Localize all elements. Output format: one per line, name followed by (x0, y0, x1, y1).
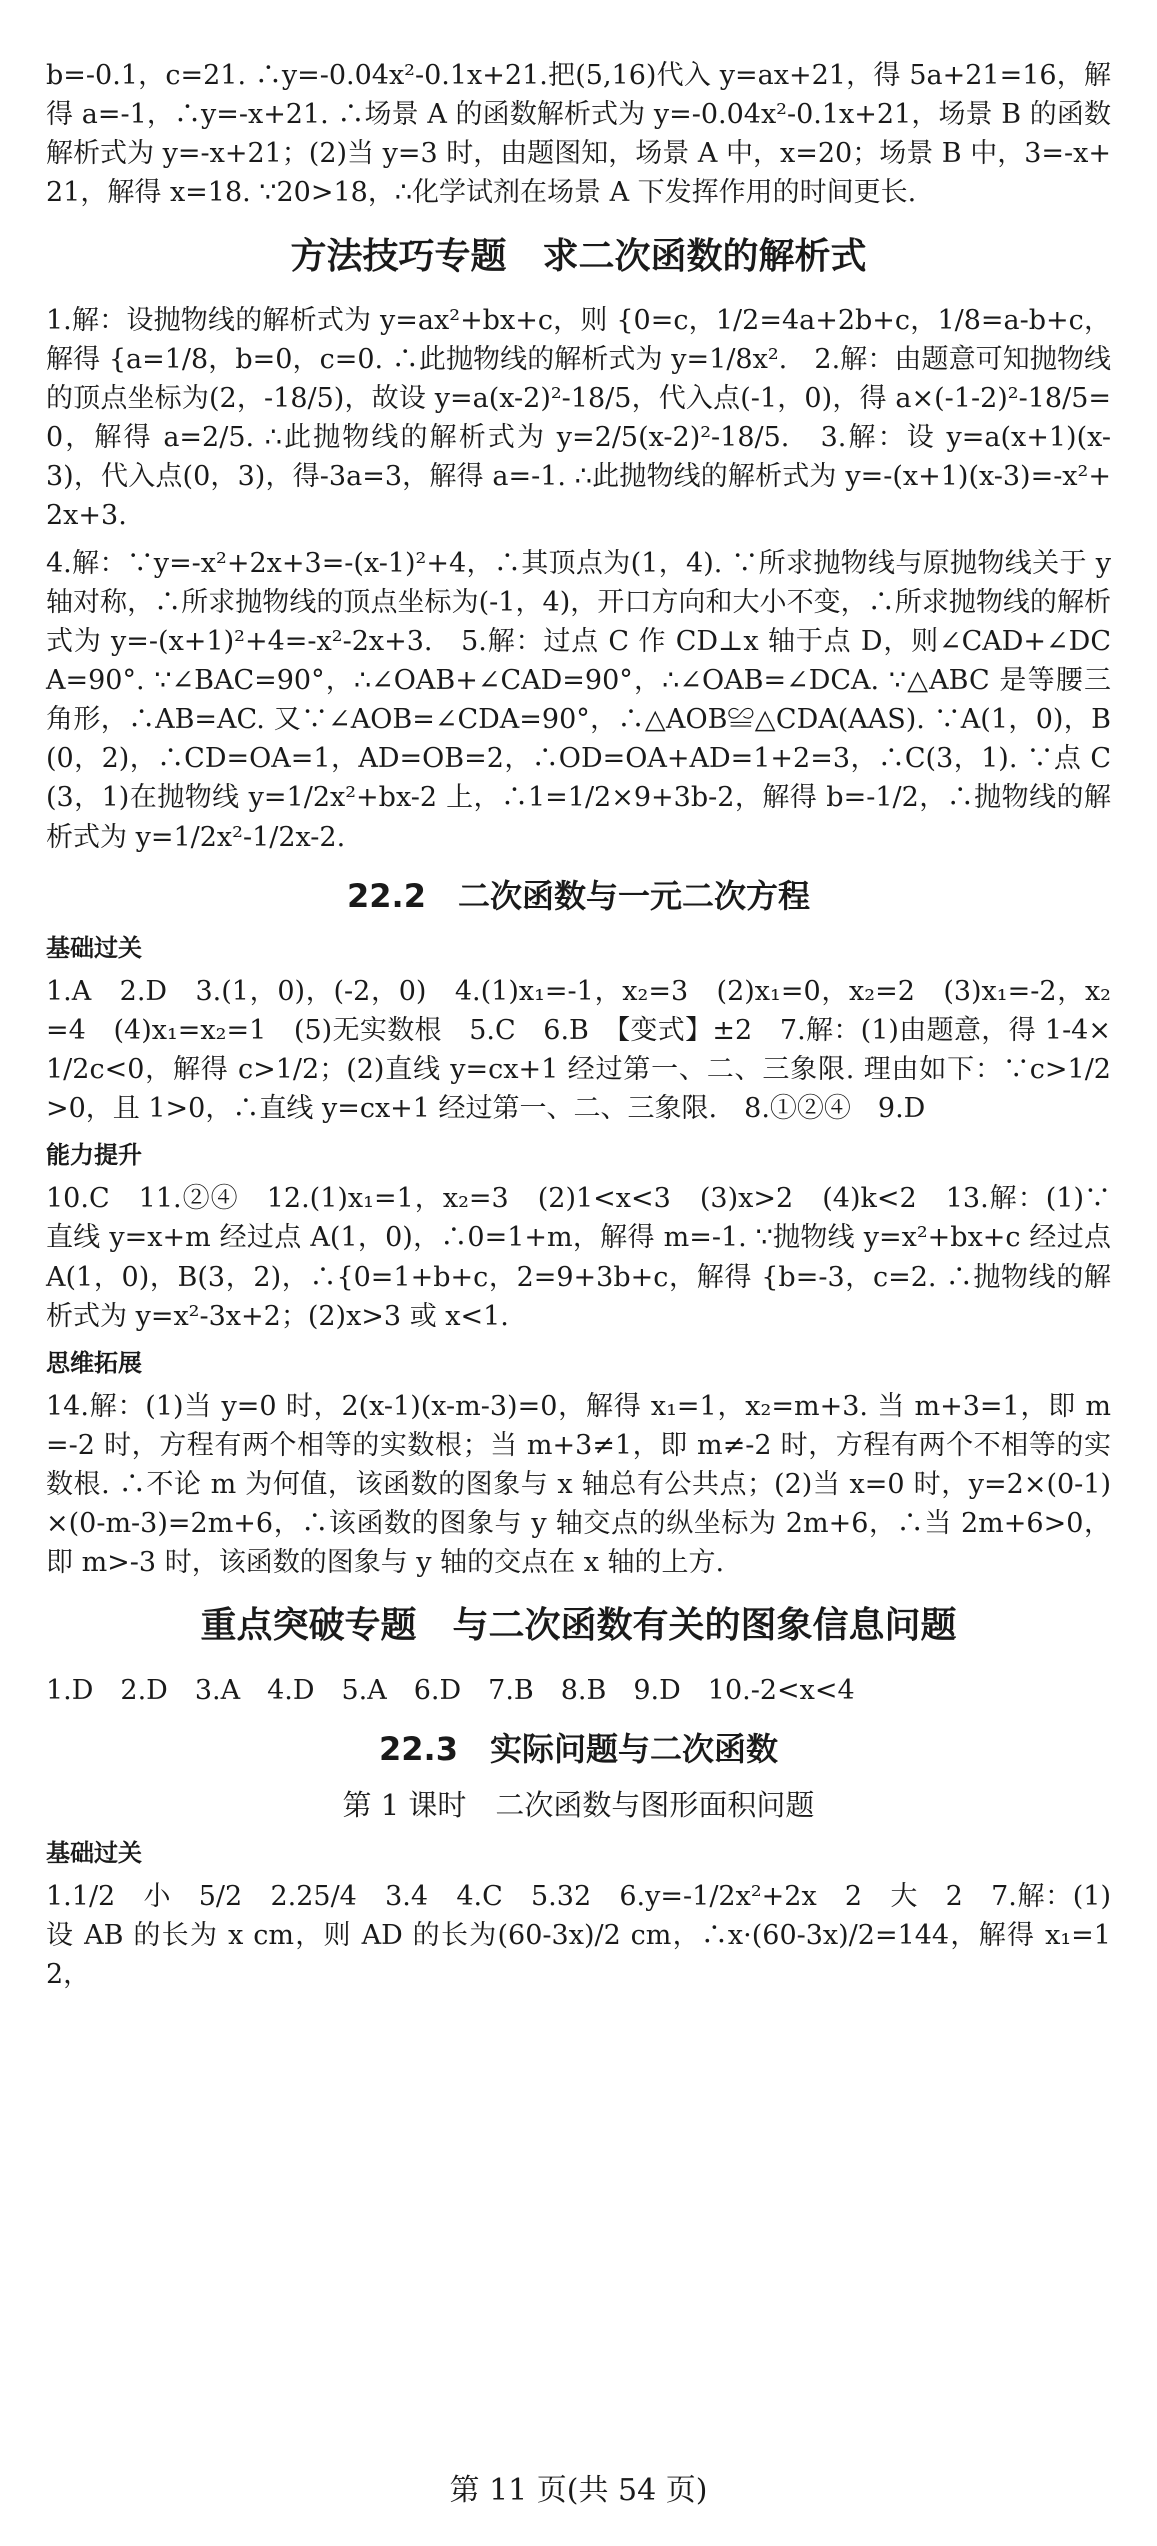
section-title: 22.2 二次函数与一元二次方程 (347, 876, 810, 915)
text-paragraph: 4.解：∵y=-x²+2x+3=-(x-1)²+4，∴其顶点为(1，4). ∵所求抛物线与原抛物线关于 y 轴对称，∴所求抛物线的顶点坐标为(-1，4)，开口方向和大小不变，∴所求抛物线的解析式为 y=-(x+1)²+4=-x²-2x+3. 5.解：过点 C 作 CD⊥x 轴于点 D，则∠CAD+∠DCA=90°. ∵∠BAC=90°，∴∠OAB+∠CAD=90°，∴∠OAB=∠DCA. ∵△ABC 是等腰三角形，∴AB=AC. 又∵∠AOB=∠CDA=90°，∴△AOB≌△CDA(AAS). ∵A(1，0)，B(0，2)，∴CD=OA=1，AD=OB=2，∴OD=OA+AD=1+2=3，∴C(3，1). ∵点 C(3，1)在抛物线 y=1/2x²+bx-2 上，∴1=1/2×9+3b-2，解得 b=-1/2，∴抛物线的解析式为 y=1/2x²-1/2x-2. (46, 547, 1111, 853)
text-paragraph: b=-0.1，c=21. ∴y=-0.04x²-0.1x+21.把(5,16)代入 y=ax+21，得 5a+21=16，解得 a=-1，∴y=-x+21. ∴场景 A 的函数解析式为 y=-0.04x²-0.1x+21，场景 B 的函数解析式为 y=-x+21；(2)当 y=3 时，由题图知，场景 A 中，x=20；场景 B 中，3=-x+21，解得 x=18. ∵20>18，∴化学试剂在场景 A 下发挥作用的时间更长. (46, 60, 1111, 209)
text-paragraph: 1.D 2.D 3.A 4.D 5.A 6.D 7.B 8.B 9.D 10.-2<x<4 (46, 1674, 855, 1706)
text-paragraph: 1.1/2 小 5/2 2.25/4 3.4 4.C 5.32 6.y=-1/2x²+2x 2 大 2 7.解：(1)设 AB 的长为 x cm，则 AD 的长为(60-3x)/2 cm，∴x·(60-3x)/2=144，解得 x₁=12， (46, 1880, 1111, 1991)
subsection-heading: 能力提升 (46, 1141, 142, 1170)
section-title: 重点突破专题 与二次函数有关的图象信息问题 (200, 1605, 957, 1647)
section-title: 方法技巧专题 求二次函数的解析式 (290, 235, 867, 277)
page-footer: 第 11 页(共 54 页) (449, 2472, 708, 2508)
text-paragraph: 1.A 2.D 3.(1，0)，(-2，0) 4.(1)x₁=-1，x₂=3 (2)x₁=0，x₂=2 (3)x₁=-2，x₂=4 (4)x₁=x₂=1 (5)无实数根 5.C 6.B 【变式】±2 7.解：(1)由题意，得 1-4×1/2c<0，解得 c>1/2；(2)直线 y=cx+1 经过第一、二、三象限. 理由如下：∵c>1/2>0，且 1>0，∴直线 y=cx+1 经过第一、二、三象限. 8.①②④ 9.D (46, 975, 1111, 1125)
text-paragraph: 14.解：(1)当 y=0 时，2(x-1)(x-m-3)=0，解得 x₁=1，x₂=m+3. 当 m+3=1，即 m=-2 时，方程有两个相等的实数根；当 m+3≠1，即 m≠-2 时，方程有两个不相等的实数根. ∴不论 m 为何值，该函数的图象与 x 轴总有公共点；(2)当 x=0 时，y=2×(0-1)×(0-m-3)=2m+6，∴该函数的图象与 y 轴交点的纵坐标为 2m+6，∴当 2m+6>0，即 m>-3 时，该函数的图象与 y 轴的交点在 x 轴的上方. (46, 1390, 1111, 1579)
text-paragraph: 10.C 11.②④ 12.(1)x₁=1，x₂=3 (2)1<x<3 (3)x>2 (4)k<2 13.解：(1)∵直线 y=x+m 经过点 A(1，0)，∴0=1+m，解得 m=-1. ∵抛物线 y=x²+bx+c 经过点 A(1，0)，B(3，2)，∴{0=1+b+c，2=9+3b+c，解得 {b=-3，c=2. ∴抛物线的解析式为 y=x²-3x+2；(2)x>3 或 x<1. (46, 1183, 1111, 1332)
text-paragraph: 1.解：设抛物线的解析式为 y=ax²+bx+c，则 {0=c，1/2=4a+2b+c，1/8=a-b+c，解得 {a=1/8，b=0，c=0. ∴此抛物线的解析式为 y=1/8x². 2.解：由题意可知抛物线的顶点坐标为(2，-18/5)，故设 y=a(x-2)²-18/5，代入点(-1，0)，得 a×(-1-2)²-18/5=0，解得 a=2/5. ∴此抛物线的解析式为 y=2/5(x-2)²-18/5. 3.解：设 y=a(x+1)(x-3)，代入点(0，3)，得-3a=3，解得 a=-1. ∴此抛物线的解析式为 y=-(x+1)(x-3)=-x²+2x+3. (46, 304, 1111, 532)
section-title: 22.3 实际问题与二次函数 (379, 1729, 778, 1768)
subsection-heading: 思维拓展 (46, 1348, 142, 1377)
subsection-heading: 基础过关 (46, 934, 142, 963)
lesson-title: 第 1 课时 二次函数与图形面积问题 (342, 1788, 815, 1823)
subsection-heading: 基础过关 (46, 1839, 142, 1868)
